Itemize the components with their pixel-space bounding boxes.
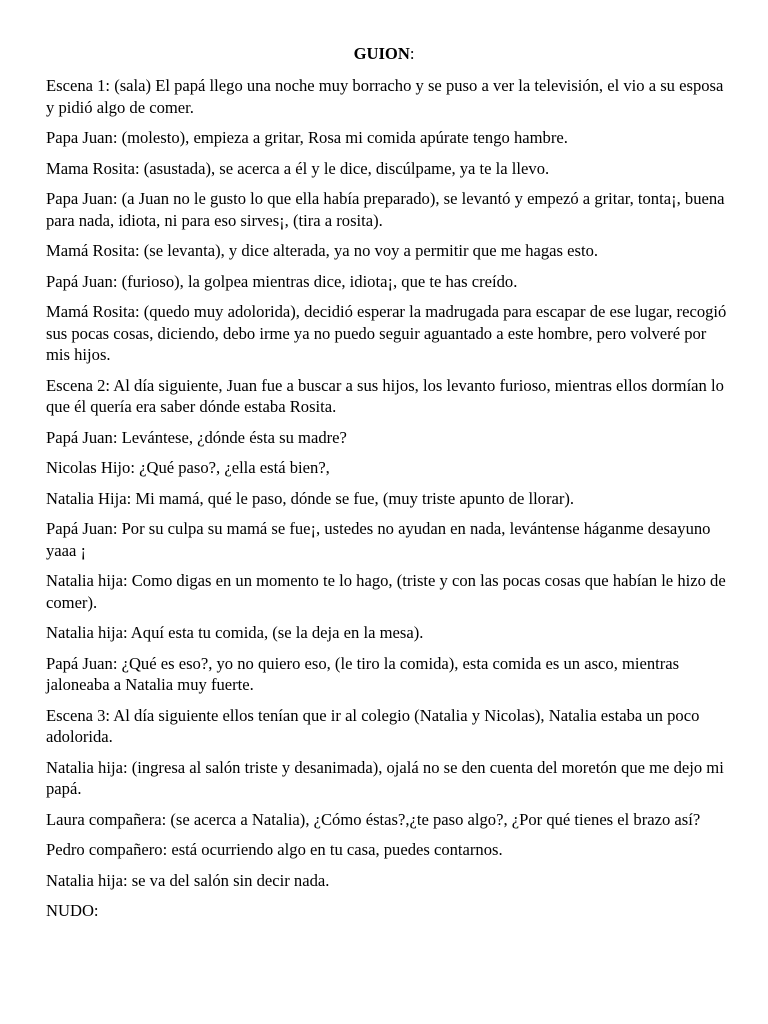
paragraph-dialogue: Natalia Hija: Mi mamá, qué le paso, dónde se fue, (muy triste apunto de llorar). <box>46 488 575 508</box>
paragraph-dialogue: Pedro compañero: está ocurriendo algo en tu casa, puedes contarnos. <box>46 840 503 859</box>
paragraph-dialogue: Papá Juan: Levántese, ¿dónde ésta su madre? <box>46 427 347 447</box>
paragraph-dialogue: Natalia hija: (ingresa al salón triste y desanimada), ojalá no se den cuenta del moretón que me dejo mi papá. <box>46 757 724 798</box>
paragraph-dialogue: Natalia hija: Aquí esta tu comida, (se la deja en la mesa). <box>46 623 424 642</box>
section-heading-nudo: NUDO: <box>46 901 99 920</box>
paragraph-dialogue: Nicolas Hijo: ¿Qué paso?, ¿ella está bien?, <box>46 458 330 477</box>
paragraph-scene-3: Escena 3: Al día siguiente ellos tenían que ir al colegio (Natalia y Nicolas), Natalia estaba un poco adolorida. <box>46 705 700 746</box>
title-text: GUION <box>353 44 410 63</box>
paragraph-dialogue: Mamá Rosita: (se levanta), y dice alterada, ya no voy a permitir que me hagas esto. <box>46 241 599 260</box>
paragraph-dialogue: Papa Juan: (molesto), empieza a gritar, Rosa mi comida apúrate tengo hambre. <box>46 128 568 147</box>
paragraph-dialogue: Mama Rosita: (asustada), se acerca a él y le dice, discúlpame, ya te la llevo. <box>46 158 550 178</box>
paragraph-dialogue: Papa Juan: (a Juan no le gusto lo que ella había preparado), se levantó y empezó a gritar, tonta¡, buena para nada, idiota, ni para eso sirves¡, (tira a rosita). <box>46 189 725 230</box>
paragraph-dialogue: Papá Juan: (furioso), la golpea mientras dice, idiota¡, que te has creído. <box>46 271 518 291</box>
paragraph-dialogue: Mamá Rosita: (quedo muy adolorida), decidió esperar la madrugada para escapar de ese lugar, recogió sus pocas cosas, diciendo, debo irme ya no puedo seguir aguantado a este hombre, pero volveré por mis hijos. <box>46 302 727 364</box>
paragraph-dialogue: Natalia hija: Como digas en un momento te lo hago, (triste y con las pocas cosas que habían le hizo de comer). <box>46 571 726 612</box>
paragraph-scene-2: Escena 2: Al día siguiente, Juan fue a buscar a sus hijos, los levanto furioso, mientras ellos dormían lo que él quería era saber dónde estaba Rosita. <box>46 375 724 416</box>
paragraph-dialogue: Papá Juan: Por su culpa su mamá se fue¡, ustedes no ayudan en nada, levántense háganme desayuno yaaa ¡ <box>46 519 711 560</box>
title-colon: : <box>409 44 415 63</box>
document-title <box>0 43 768 64</box>
paragraph-dialogue: Papá Juan: ¿Qué es eso?, yo no quiero eso, (le tiro la comida), esta comida es un asco, mientras jaloneaba a Natalia muy fuerte. <box>46 653 680 694</box>
paragraph-dialogue: Laura compañera: (se acerca a Natalia), ¿Cómo éstas?,¿te paso algo?, ¿Por qué tienes el brazo así? <box>46 809 701 829</box>
paragraph-dialogue: Natalia hija: se va del salón sin decir nada. <box>46 870 330 890</box>
document-body <box>46 75 730 931</box>
paragraph-scene-1: Escena 1: (sala) El papá llego una noche muy borracho y se puso a ver la televisión, el vio a su esposa y pidió algo de comer. <box>46 76 724 117</box>
